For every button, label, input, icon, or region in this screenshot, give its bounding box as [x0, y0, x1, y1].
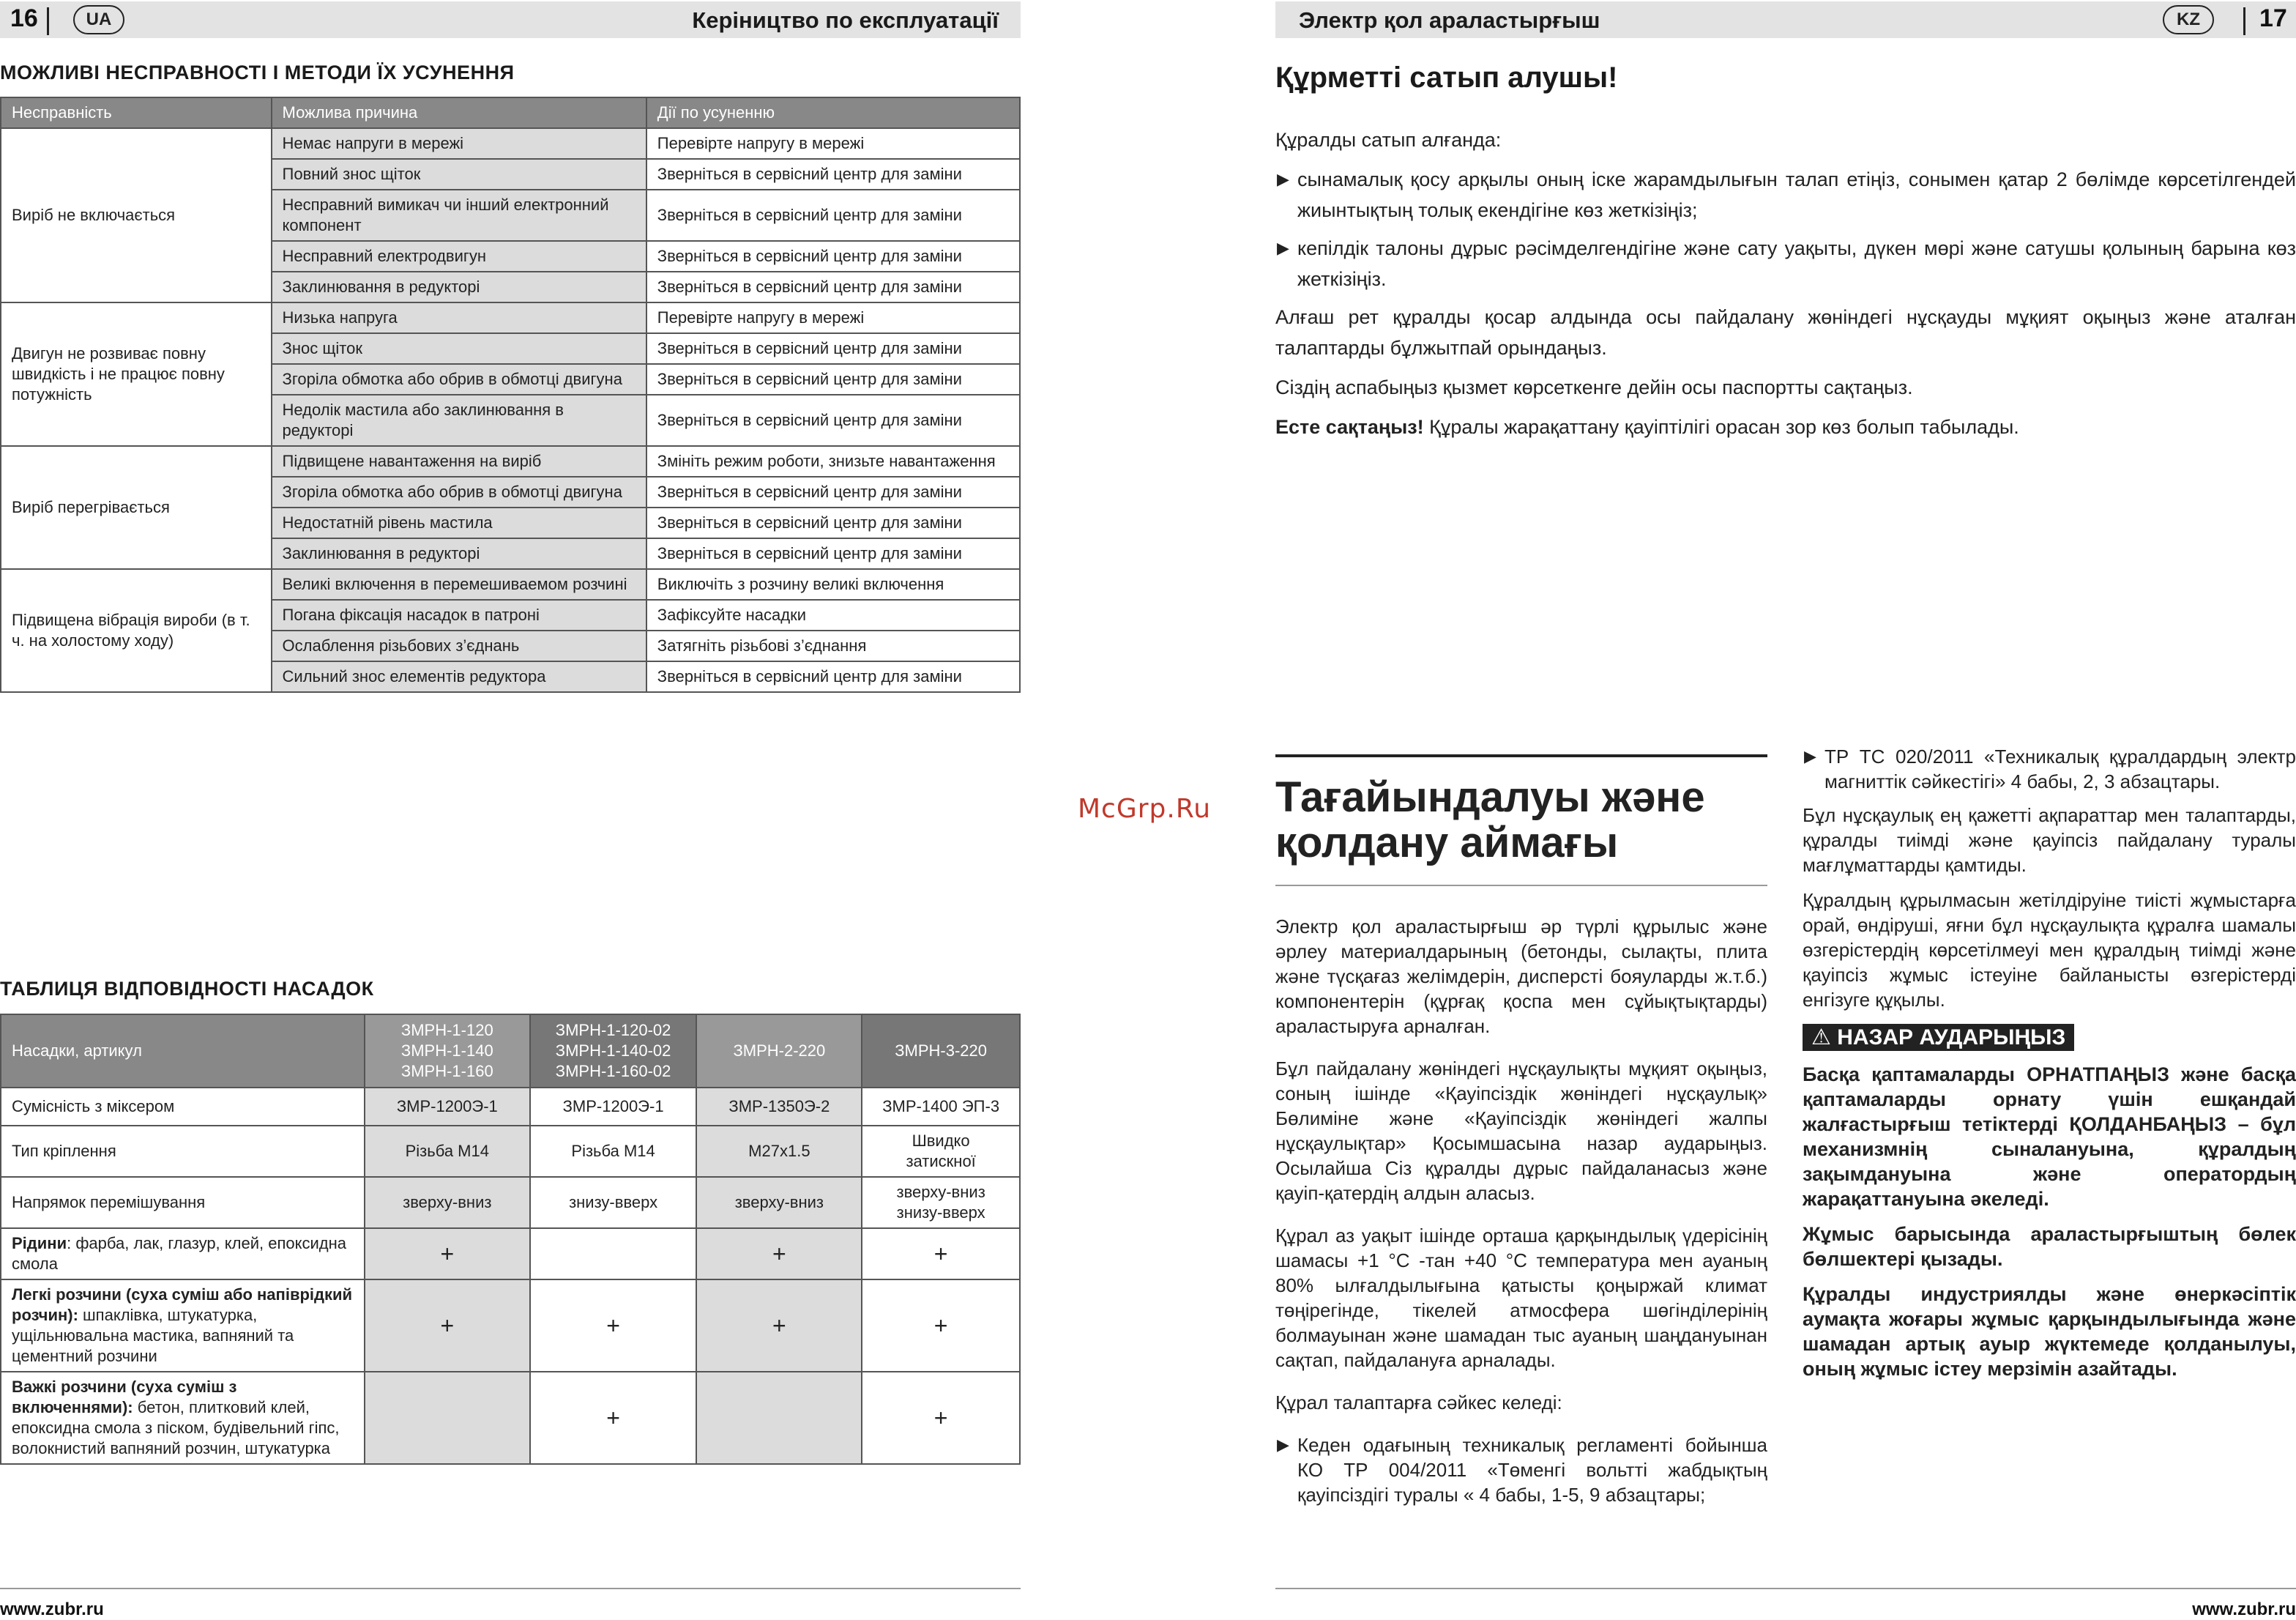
cause-cell: Сильний знос елементів редуктора: [272, 661, 646, 692]
compat-cell: ЗМР-1350Э-2: [696, 1088, 862, 1126]
compat-cell: ЗМР-1400 ЭП-3: [862, 1088, 1020, 1126]
action-cell: Зверніться в сервісний центр для заміни: [646, 190, 1020, 241]
bullet-text: кепілдік талоны дұрыс рәсімделгендігіне және сату уақыты, дүкен мөрі және сатушы қолының барына көз жеткізіңіз.: [1297, 237, 2296, 290]
warning-badge: [1803, 1024, 2074, 1051]
compat-cell: Швидко затискної: [862, 1126, 1020, 1177]
left-footer-rule: [0, 1588, 1021, 1589]
cause-cell: Низька напруга: [272, 302, 646, 333]
action-cell: Зверніться в сервісний центр для заміни: [646, 477, 1020, 508]
remember-text: Құралы жарақаттану қауіптілігі орасан зор көз болып табылады.: [1423, 416, 2019, 438]
standard-bullet-text: ТР ТС 020/2011 «Техникалық құралдардың электр магниттік сәйкестігі» 4 бабы, 2, 3 абзацтары.: [1824, 746, 2296, 792]
compat-table: [0, 1014, 1021, 1465]
action-cell: Зверніться в сервісний центр для заміни: [646, 538, 1020, 569]
action-cell: Зверніться в сервісний центр для заміни: [646, 661, 1020, 692]
faults-header-row: [1, 97, 1020, 128]
info-para: Бұл нұсқаулық ең қажетті ақпараттар мен талаптарды, құралды тиімді және қауіпсіз пайдалану туралы мағлұматтарды қамтиды.: [1803, 804, 2296, 876]
faults-row: [1, 128, 1020, 159]
compat-cell: знизу-вверх: [530, 1177, 697, 1228]
compat-column-header: ЗМРН-3-220: [862, 1014, 1020, 1088]
faults-col-fault: Несправність: [1, 97, 272, 128]
cause-cell: Великі включення в перемешиваемом розчині: [272, 569, 646, 600]
purpose-column: [1275, 914, 1767, 1507]
compat-row-label: [1, 1228, 365, 1279]
left-header-divider: [47, 7, 49, 35]
fault-cell: Двигун не розвиває повну швидкість і не працює повну потужність: [1, 302, 272, 446]
action-cell: Затягніть різьбові з’єднання: [646, 631, 1020, 661]
cause-cell: Заклинювання в редукторі: [272, 538, 646, 569]
compat-row-label-bold: Важкі розчини (суха суміш з включеннями):: [12, 1378, 237, 1416]
compat-row: [1, 1126, 1020, 1177]
para-first-use: Алғаш рет құралды қосар алдында осы пайдалану жөніндегі нұсқауды мұқият оқыңыз және аталған талаптарды бұлжытпай орындаңыз.: [1275, 306, 2296, 359]
compat-row: [1, 1279, 1020, 1372]
cause-cell: Несправний вимикач чи інший електронний компонент: [272, 190, 646, 241]
cause-cell: Недолік мастила або заклинювання в редукторі: [272, 395, 646, 446]
action-cell: Зверніться в сервісний центр для заміни: [646, 159, 1020, 190]
compat-row-label: Сумісність з міксером: [1, 1088, 365, 1126]
compat-cell: +: [696, 1279, 862, 1372]
action-cell: Змініть режим роботи, знизьте навантаження: [646, 446, 1020, 477]
compat-row-label: [1, 1372, 365, 1464]
compat-row-label-bold: Легкі розчини (суха суміш або напіврідкий розчин):: [12, 1285, 353, 1324]
bullet-triangle-icon: ▶: [1804, 747, 1816, 765]
info-para: Құралдың құрылмасын жетілдіруіне тиісті жұмыстарға орай, өндіруші, яғни бұл нұсқаулықта құралға шамалы өзгерістердің көрсетілмеуі мен құралдың тиімді және қауіпсіз жұмыс істеуіне байланысты өзгерістерді енгізуге құқылы.: [1803, 889, 2296, 1011]
action-cell: Зверніться в сервісний центр для заміни: [646, 364, 1020, 395]
compat-cell: ЗМР-1200Э-1: [530, 1088, 697, 1126]
remember-label: Есте сақтаңыз!: [1275, 416, 1424, 438]
faults-body: [1, 128, 1020, 692]
compat-row-label: [1, 1279, 365, 1372]
cause-cell: Згоріла обмотка або обрив в обмотці двигуна: [272, 364, 646, 395]
compat-cell: +: [365, 1279, 530, 1372]
compat-row-label: Тип кріплення: [1, 1126, 365, 1177]
bullet-item: [1275, 233, 2296, 294]
faults-col-cause: Можлива причина: [272, 97, 646, 128]
compat-cell: +: [696, 1228, 862, 1279]
greeting: Құрметті сатып алушы!: [1275, 62, 1618, 94]
compat-cell: зверху-вниз знизу-вверх: [862, 1177, 1020, 1228]
action-cell: Зверніться в сервісний центр для заміни: [646, 272, 1020, 302]
compat-cell: +: [862, 1228, 1020, 1279]
intro-block: [1275, 125, 2296, 442]
compat-row: [1, 1088, 1020, 1126]
cause-cell: Несправний електродвигун: [272, 241, 646, 272]
left-header-bar: [0, 1, 1021, 38]
left-page-number: 16: [10, 4, 38, 32]
cause-cell: Недостатній рівень мастила: [272, 508, 646, 538]
compat-cell: +: [530, 1372, 697, 1464]
standard-bullet-text: Кеден одағының техникалық регламенті бойынша КО ТР 004/2011 «Төменгі вольтті жабдықтың қауіпсіздігі туралы « 4 бабы, 1-5, 9 абзацтары;: [1297, 1434, 1767, 1506]
compat-column-header: ЗМРН-2-220: [696, 1014, 862, 1088]
purpose-para: Құрал талаптарға сәйкес келеді:: [1275, 1392, 1562, 1413]
right-footer-rule: [1275, 1588, 2296, 1589]
faults-row: [1, 446, 1020, 477]
compat-body: [1, 1088, 1020, 1464]
action-cell: Зверніться в сервісний центр для заміни: [646, 241, 1020, 272]
action-cell: Зверніться в сервісний центр для заміни: [646, 333, 1020, 364]
compat-row: [1, 1228, 1020, 1279]
left-header-title: Керіництво по експлуатації: [692, 7, 999, 33]
compat-cell: М27х1.5: [696, 1126, 862, 1177]
action-cell: Зафіксуйте насадки: [646, 600, 1020, 631]
para-remember: [1275, 412, 2296, 442]
compat-row-label-bold: Рідини: [12, 1234, 67, 1252]
fault-cell: Виріб перегрівається: [1, 446, 272, 569]
bullet-text: сынамалық қосу арқылы оның іске жарамдылығын талап етіңіз, сонымен қатар 2 бөлімде көрсетілгендей жиынтықтың толық екендігіне көз жеткізіңіз;: [1297, 168, 2296, 221]
left-lang-badge: UA: [73, 5, 124, 34]
fault-cell: Виріб не включається: [1, 128, 272, 302]
bullet-triangle-icon: ▶: [1277, 170, 1289, 188]
compat-cell: +: [862, 1279, 1020, 1372]
compat-cell: Різьба М14: [530, 1126, 697, 1177]
compat-section-title: ТАБЛИЦЯ ВІДПОВІДНОСТІ НАСАДОК: [0, 978, 374, 1000]
standard-bullet: [1803, 744, 2296, 794]
cause-cell: Ослаблення різьбових з’єднань: [272, 631, 646, 661]
compat-header-row: [1, 1014, 1020, 1088]
standard-bullet: [1275, 1433, 1767, 1507]
cause-cell: Повний знос щіток: [272, 159, 646, 190]
faults-section-title: МОЖЛИВІ НЕСПРАВНОСТІ І МЕТОДИ ЇХ УСУНЕННЯ: [0, 62, 515, 83]
compat-column-header: ЗМРН-1-120 ЗМРН-1-140 ЗМРН-1-160: [365, 1014, 530, 1088]
faults-col-action: Дії по усуненню: [646, 97, 1020, 128]
compat-corner: Насадки, артикул: [1, 1014, 365, 1088]
purpose-para: Құрал аз уақыт ішінде орташа қарқындылық үдерісінің шамасы +1 °С -тан +40 °С температура мен ауаның 80% ылғалдылығына қатысты қоңыржай климат төңірегінде, тікелей атмосфера шөгінділерінің болмауынан және шамадан тыс ауаның шаңдануынан сақтап, пайдалануға арналады.: [1275, 1225, 1767, 1371]
compat-cell: [530, 1228, 697, 1279]
section-bottom-rule: [1275, 885, 1767, 886]
watermark: McGrp.Ru: [1078, 794, 1212, 824]
faults-row: [1, 569, 1020, 600]
purpose-para: Электр қол араластырғыш әр түрлі құрылыс және әрлеу материалдарының (бетонды, сылақты, плита және түсқағаз желімдерін, дисперсті бояуларды ж.т.б.) компонентерін (құрғақ қоспа мен сұйықтықтарды) араластыруға арналған.: [1275, 915, 1767, 1037]
action-cell: Зверніться в сервісний центр для заміни: [646, 395, 1020, 446]
warning-para: Басқа қаптамаларды ОРНАТПАҢЫЗ және басқа қаптамаларды орнату үшін ешқандай жалғастырғыш тетіктерді ҚОЛДАНБАҢЫЗ – бұл механизмнің сыналануына, құралдың зақымдануына және оператордың жарақаттануына әкеледі.: [1803, 1063, 2296, 1210]
compat-cell: +: [862, 1372, 1020, 1464]
cause-cell: Заклинювання в редукторі: [272, 272, 646, 302]
faults-row: [1, 302, 1020, 333]
compat-row-label-rest: : фарба, лак, глазур, клей, епоксидна смола: [12, 1234, 347, 1273]
right-page-number: 17: [2259, 4, 2287, 32]
right-header-title: Электр қол араластырғыш: [1299, 7, 1600, 33]
right-lang-badge: KZ: [2163, 5, 2214, 34]
para-keep-passport: Сіздің аспабыңыз қызмет көрсеткенге дейін осы паспортты сақтаңыз.: [1275, 376, 1913, 398]
compat-cell: Різьба М14: [365, 1126, 530, 1177]
warning-title: НАЗАР АУДАРЫҢЫЗ: [1837, 1025, 2066, 1049]
faults-table: [0, 97, 1021, 693]
compat-cell: [696, 1372, 862, 1464]
warning-heading: [1803, 1025, 2296, 1050]
compat-row-label: Напрямок перемішування: [1, 1177, 365, 1228]
bullet-triangle-icon: ▶: [1277, 239, 1289, 257]
warning-para: Құралды индустриялды және өнеркәсіптік аумақта жоғары жұмыс қарқындылығында және шамадан артық ауыр жүктемеде қолданылуы, оның жұмыс істеу мерзімін азайтады.: [1803, 1283, 2296, 1380]
cause-cell: Підвищене навантаження на виріб: [272, 446, 646, 477]
cause-cell: Немає напруги в мережі: [272, 128, 646, 159]
compat-cell: +: [365, 1228, 530, 1279]
action-cell: Виключіть з розчину великі включення: [646, 569, 1020, 600]
compat-row: [1, 1372, 1020, 1464]
compat-cell: зверху-вниз: [365, 1177, 530, 1228]
cause-cell: Згоріла обмотка або обрив в обмотці двигуна: [272, 477, 646, 508]
action-cell: Перевірте напругу в мережі: [646, 128, 1020, 159]
compat-cell: зверху-вниз: [696, 1177, 862, 1228]
warning-para: Жұмыс барысында араластырғыштың бөлек бөлшектері қызады.: [1803, 1223, 2296, 1270]
right-header-bar: [1275, 1, 2296, 38]
compat-cell: [365, 1372, 530, 1464]
cause-cell: Погана фіксація насадок в патроні: [272, 600, 646, 631]
warning-triangle-icon: ⚠: [1811, 1025, 1831, 1049]
compat-row: [1, 1177, 1020, 1228]
cause-cell: Знос щіток: [272, 333, 646, 364]
section-heading: Тағайындалуы және қолдану аймағы: [1275, 773, 1705, 866]
section-top-rule: [1275, 754, 1767, 757]
compat-row-label-rest: шпаклівка, штукатурка, ущільнювальна мастика, вапняний та цементний розчини: [12, 1306, 294, 1365]
right-header-divider: [2243, 7, 2245, 35]
compat-row-label-rest: бетон, плитковий клей, епоксидна смола з піском, будівельний гіпс, волокнистий вапняний розчин, штукатурка: [12, 1398, 340, 1457]
right-footer-url: www.zubr.ru: [2192, 1599, 2296, 1619]
info-column: [1803, 744, 2296, 1381]
compat-cell: ЗМР-1200Э-1: [365, 1088, 530, 1126]
purpose-para: Бұл пайдалану жөніндегі нұсқаулықты мұқият оқыңыз, соның ішінде «Қауіпсіздік жөніндегі нұсқаулық» Бөлиміне және «Қауіпсіздік жөніндегі жалпы нұсқаулықтар» Қосымшасына назар аударыңыз. Осылайша Сіз құралды дұрыс пайдаланасыз және қауіп-қатердің алдын аласыз.: [1275, 1058, 1767, 1204]
bullet-triangle-icon: ▶: [1277, 1435, 1289, 1454]
action-cell: Перевірте напругу в мережі: [646, 302, 1020, 333]
action-cell: Зверніться в сервісний центр для заміни: [646, 508, 1020, 538]
compat-column-header: ЗМРН-1-120-02 ЗМРН-1-140-02 ЗМРН-1-160-02: [530, 1014, 697, 1088]
fault-cell: Підвищена вібрація вироби (в т. ч. на холостому ходу): [1, 569, 272, 692]
compat-cell: +: [530, 1279, 697, 1372]
bullet-item: [1275, 164, 2296, 226]
left-footer-url: www.zubr.ru: [0, 1599, 104, 1619]
intro-text: Құралды сатып алғанда:: [1275, 129, 1502, 151]
